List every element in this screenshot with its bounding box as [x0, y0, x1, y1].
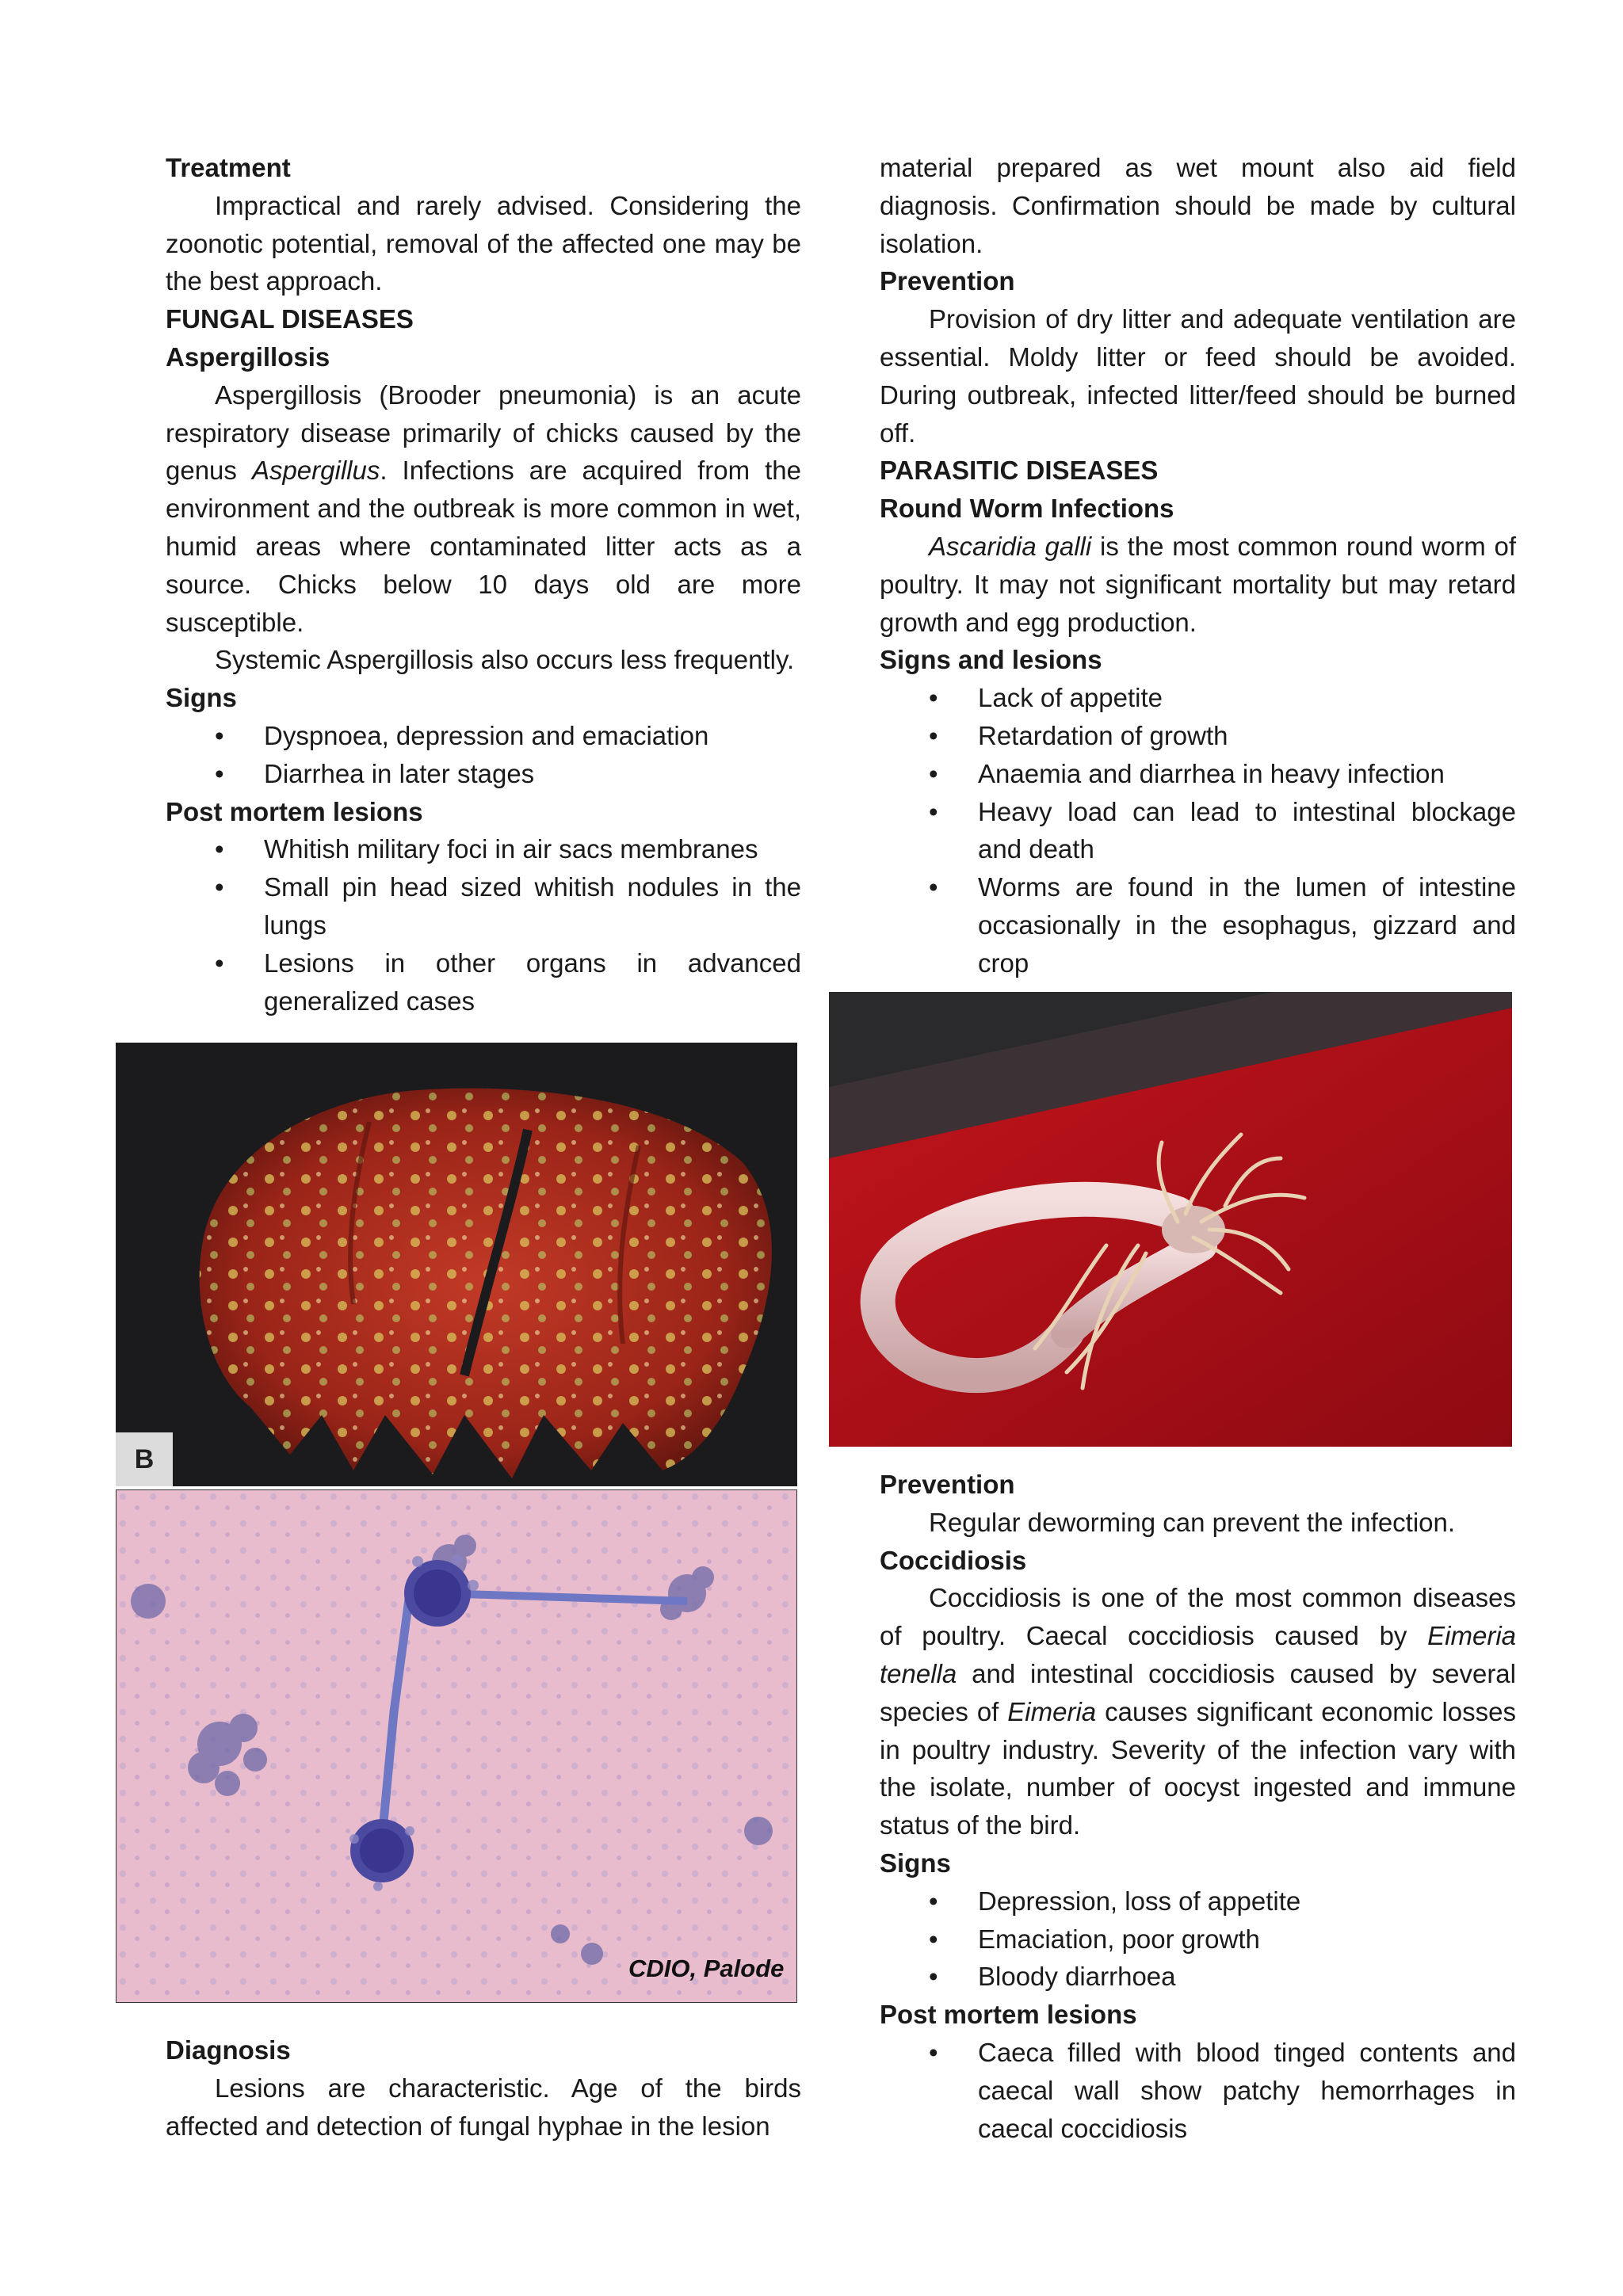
treatment-heading: Treatment — [166, 153, 291, 182]
list-item: • Lesions in other organs in advanced generalized cases — [166, 944, 801, 1020]
list-item: • Dyspnoea, depression and emaciation — [166, 717, 801, 755]
prevention-heading: Prevention — [880, 266, 1015, 296]
figure-label-badge: B — [116, 1432, 173, 1486]
prevention-2-text: Regular deworming can prevent the infection. — [929, 1507, 1456, 1537]
lung-lesion-photo — [116, 1043, 797, 1486]
coccidiosis-pm-list — [880, 2034, 1516, 2147]
signs-lesions-heading: Signs and lesions — [880, 645, 1102, 675]
coccidiosis-text-part: Coccidiosis is one of the most common diseases of poultry. Caecal coccidiosis caused by — [880, 1583, 1516, 1651]
diagnosis-text: Lesions are characteristic. Age of the birds affected and detection of fungal hyphae in the lesion — [166, 2073, 801, 2141]
aspergillus-genus: Aspergillus — [251, 456, 380, 486]
fungal-diseases-heading: FUNGAL DISEASES — [166, 304, 414, 334]
roundworm-intestine-photo — [829, 992, 1512, 1447]
fungal-hyphae-micrograph — [116, 1489, 797, 2003]
list-item: • Diarrhea in later stages — [166, 755, 801, 793]
parasitic-diseases-heading: PARASITIC DISEASES — [880, 456, 1159, 486]
signs-heading: Signs — [166, 683, 237, 713]
round-worm-heading: Round Worm Infections — [880, 494, 1174, 524]
list-item: • Heavy load can lead to intestinal blockage and death — [880, 793, 1516, 869]
signs-list — [166, 717, 801, 793]
eimeria-genus: Eimeria — [1007, 1696, 1097, 1726]
treatment-text: Impractical and rarely advised. Considering the zoonotic potential, removal of the affected one may be the best approach. — [166, 190, 801, 296]
diagnosis-section — [166, 2031, 801, 2145]
eimeria-tenella: Eimeria tenella — [880, 1621, 1516, 1688]
signs-lesions-list — [880, 679, 1516, 982]
list-item: • Emaciation, poor growth — [880, 1920, 1516, 1958]
right-column-bottom — [880, 1466, 1516, 2147]
list-item: • Lack of appetite — [880, 679, 1516, 717]
coccidiosis-text — [880, 1579, 1516, 1844]
diagnosis-continuation: material prepared as wet mount also aid field diagnosis. Confirmation should be made by cultural isolation. — [880, 153, 1516, 258]
coccidiosis-pm-heading: Post mortem lesions — [880, 2000, 1137, 2030]
prevention-text: Provision of dry litter and adequate ventilation are essential. Moldy litter or feed should be avoided. During outbreak, infected litter/feed should be burned off. — [880, 304, 1516, 448]
left-column — [166, 149, 801, 1020]
aspergillosis-heading: Aspergillosis — [166, 341, 330, 372]
list-item: • Anaemia and diarrhea in heavy infection — [880, 755, 1516, 793]
right-column-top — [880, 149, 1516, 982]
list-item: • Bloody diarrhoea — [880, 1958, 1516, 1996]
round-worm-text-part: is the most common round worm of poultry. It may not significant mortality but may retard growth and egg production. — [880, 531, 1516, 637]
ascaridia-species: Ascaridia galli — [929, 531, 1092, 561]
round-worm-text — [880, 528, 1516, 641]
post-mortem-list — [166, 830, 801, 1020]
list-item: • Depression, loss of appetite — [880, 1882, 1516, 1920]
list-item: • Small pin head sized whitish nodules in the lungs — [166, 868, 801, 944]
figure-caption: CDIO, Palode — [628, 1955, 785, 1982]
diagnosis-heading: Diagnosis — [166, 2035, 291, 2065]
coccidiosis-signs-list — [880, 1882, 1516, 1996]
coccidiosis-heading: Coccidiosis — [880, 1545, 1027, 1575]
coccidiosis-signs-heading: Signs — [880, 1848, 951, 1878]
list-item: • Retardation of growth — [880, 717, 1516, 755]
list-item: • Worms are found in the lumen of intestine occasionally in the esophagus, gizzard and crop — [880, 868, 1516, 982]
coccidiosis-text-part: causes significant economic losses in poultry industry. Severity of the infection vary with the isolate, number of oocyst ingested and immune status of the bird. — [880, 1696, 1516, 1840]
aspergillosis-text — [166, 376, 801, 642]
post-mortem-heading: Post mortem lesions — [166, 796, 423, 826]
coccidiosis-text-part: and intestinal coccidiosis caused by several species of — [880, 1658, 1516, 1726]
list-item: • Whitish military foci in air sacs membranes — [166, 830, 801, 868]
list-item: • Caeca filled with blood tinged contents and caecal wall show patchy hemorrhages in caecal coccidiosis — [880, 2034, 1516, 2147]
aspergillosis-text-part: . Infections are acquired from the environment and the outbreak is more common in wet, humid areas where contaminated litter acts as a source. Chicks below 10 days old are more susceptible. — [166, 456, 801, 637]
aspergillosis-text-part: Aspergillosis (Brooder pneumonia) is an acute respiratory disease primarily of chicks caused by the genus — [166, 379, 801, 486]
systemic-aspergillosis-text: Systemic Aspergillosis also occurs less frequently. — [215, 645, 795, 675]
prevention-2-heading: Prevention — [880, 1470, 1015, 1499]
